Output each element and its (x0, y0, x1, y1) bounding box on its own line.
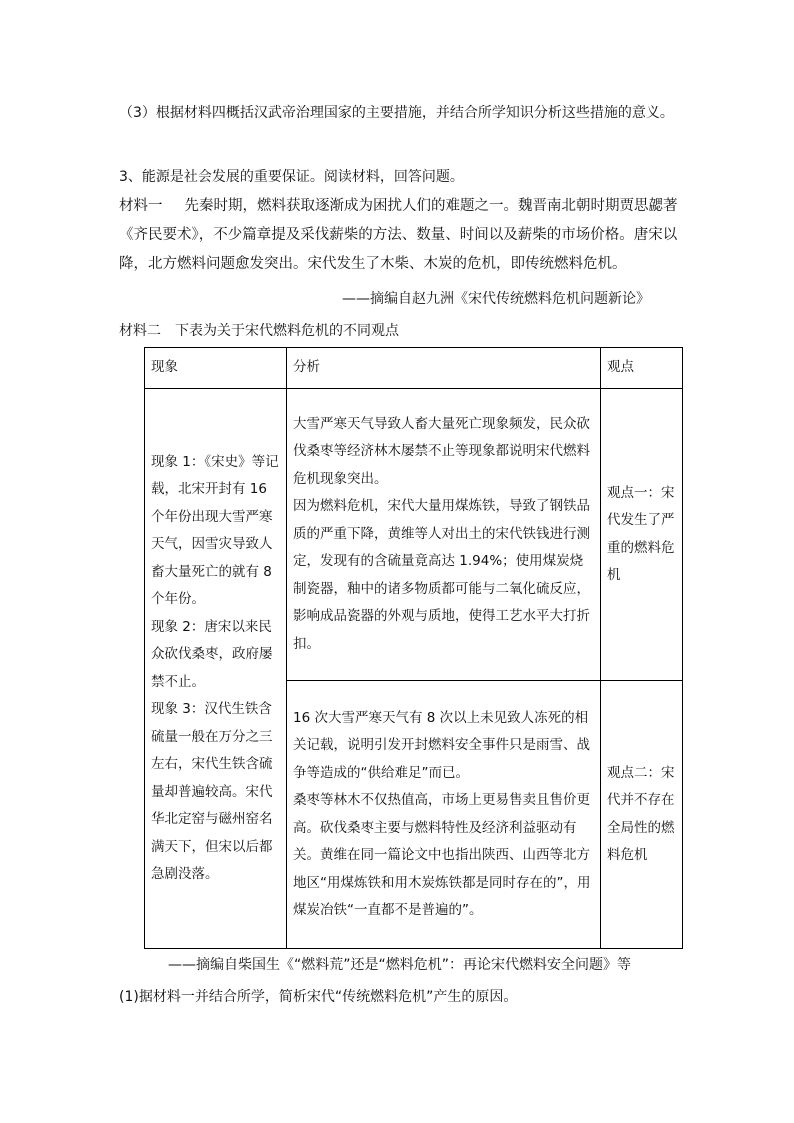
viewpoint-2: 观点二：宋代并不存在全局性的燃料危机 (601, 681, 683, 949)
header-viewpoint: 观点 (601, 348, 683, 389)
sub-question-1: (1)据材料一并结合所学，简析宋代“传统燃料危机”产生的原因。 (119, 989, 518, 1005)
viewpoints-table (144, 347, 683, 949)
phenomenon-3: 现象 3：汉代生铁含硫量一般在万分之三左右，宋代生铁含硫量却普遍较高。宋代华北定窑与磁州窑名满天下，但宋以后都急剧没落。 (151, 701, 273, 882)
material-1 (119, 192, 691, 279)
phenomenon-1: 现象 1：《宋史》等记载，北宋开封有 16 个年份出现大雪严寒天气，因雪灾导致人畜大量死亡的就有 8 个年份。 (151, 453, 279, 607)
material-1-label: 材料一 (119, 198, 163, 214)
material-1-text: 先秦时期，燃料获取逐渐成为困扰人们的难题之一。魏晋南北朝时期贾思勰著《齐民要术》，不少篇章提及采伐薪柴的方法、数量、时间以及薪柴的市场价格。唐宋以降，北方燃料问题愈发突出。宋代发生了木柴、木炭的危机，即传统燃料危机。 (119, 198, 678, 272)
table-source: ——摘编自柴国生《“燃料荒”还是“燃料危机”：再论宋代燃料安全问题》等 (168, 957, 632, 973)
table-row (145, 389, 683, 681)
phenomenon-2: 现象 2：唐宋以来民众砍伐桑枣，政府屡禁不止。 (151, 618, 273, 690)
material-2-label: 材料二 (119, 323, 161, 339)
analysis-2-para-1: 16 次大雪严寒天气有 8 次以上未见致人冻死的相关记载，说明引发开封燃料安全事件只是雨雪、战争等造成的“供给难足”而已。 (293, 709, 590, 781)
question-3-part3: （3）根据材料四概括汉武帝治理国家的主要措施，并结合所学知识分析这些措施的意义。 (119, 105, 674, 121)
analysis-2-para-2: 桑枣等林木不仅热值高，市场上更易售卖且售价更高。砍伐桑枣主要与燃料特性及经济利益驱动有关。黄维在同一篇论文中也指出陕西、山西等北方地区“用煤炼铁和用木炭炼铁都是同时存在的”，用煤炭冶铁“一直都不是普遍的”。 (293, 792, 591, 918)
table-header-row (145, 348, 683, 389)
material-2 (119, 321, 399, 341)
header-analysis: 分析 (287, 348, 601, 389)
question-heading: 3、能源是社会发展的重要保证。阅读材料，回答问题。 (119, 169, 464, 185)
material-1-source: ——摘编自赵九洲《宋代传统燃料危机问题新论》 (342, 291, 650, 307)
phenomena-cell (145, 389, 287, 949)
analysis-cell-1 (287, 389, 601, 681)
viewpoint-1: 观点一：宋代发生了严重的燃料危机 (601, 389, 683, 681)
analysis-1-para-1: 大雪严寒天气导致人畜大量死亡现象频发，民众砍伐桑枣等经济林木屡禁不止等现象都说明宋代燃料危机现象突出。 (293, 415, 590, 487)
material-2-intro: 下表为关于宋代燃料危机的不同观点 (175, 323, 399, 339)
analysis-1-para-2: 因为燃料危机，宋代大量用煤炼铁，导致了钢铁品质的严重下降，黄维等人对出土的宋代铁钱进行测定，发现有的含硫量竟高达 1.94%；使用煤炭烧制瓷器，釉中的诸多物质都可能与二氧化硫反应，影响成品瓷器的外观与质地，使得工艺水平大打折扣。 (293, 498, 590, 652)
analysis-cell-2 (287, 681, 601, 949)
header-phenomenon: 现象 (145, 348, 287, 389)
